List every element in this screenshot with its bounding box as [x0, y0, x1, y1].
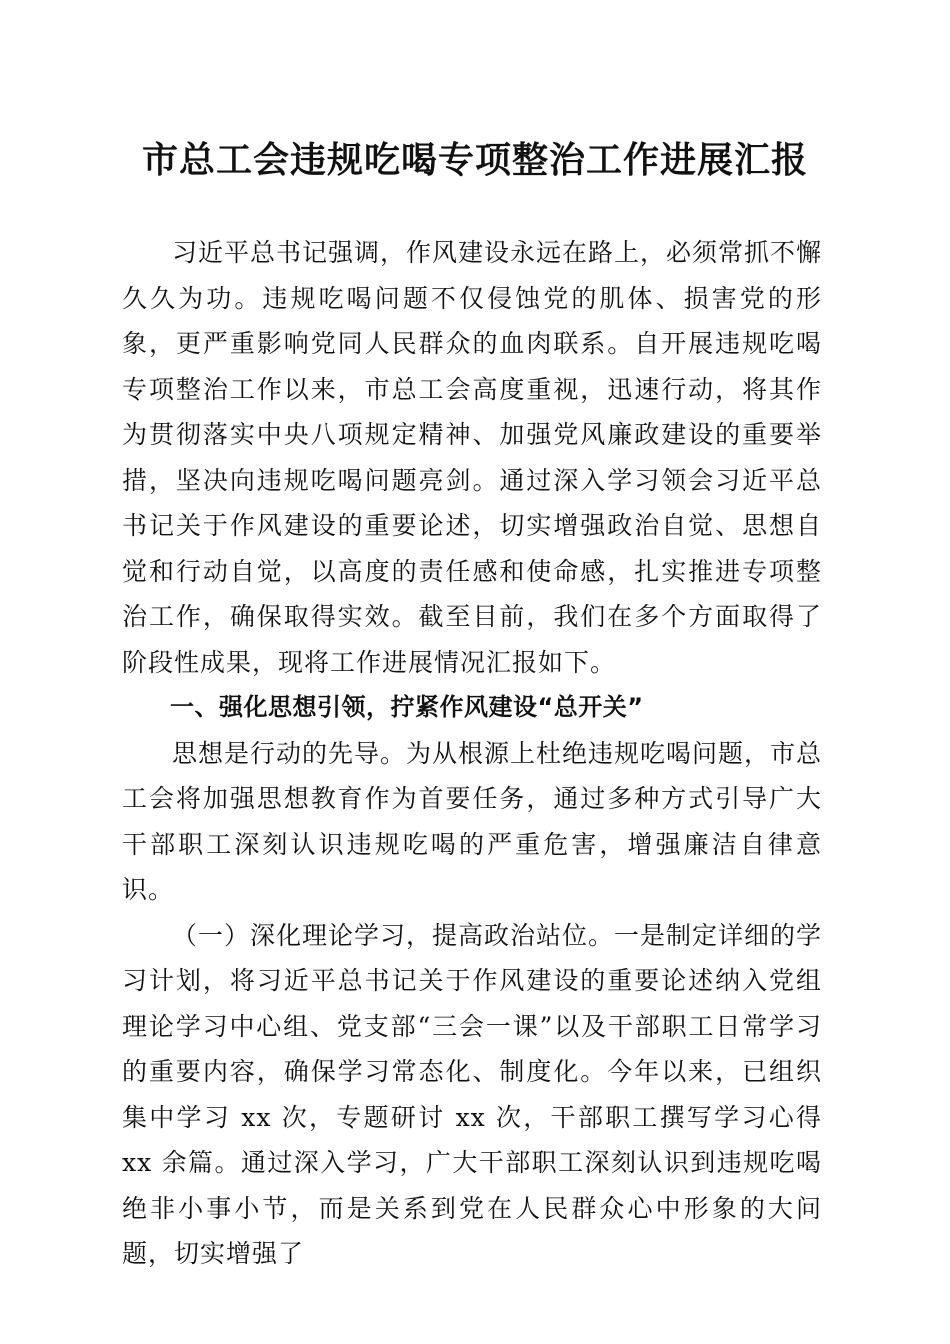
- section-1-paragraph: 思想是行动的先导。为从根源上杜绝违规吃喝问题，市总工会将加强思想教育作为首要任务，通过多种方式引导广大干部职工深刻认识违规吃喝的严重危害，增强廉洁自律意识。: [122, 738, 823, 904]
- subsection-1-paragraph: （一）深化理论学习，提高政治站位。一是制定详细的学习计划，将习近平总书记关于作风建设的重要论述纳入党组理论学习中心组、党支部“三会一课”以及干部职工日常学习的重要内容，确保学习常态化、制度化。今年以来，已组织集中学习 xx 次，专题研讨 xx 次，干部职工撰写学习心得 xx 余篇。通过深入学习，广大干部职工深刻认识到违规吃喝绝非小事小节，而是关系到党在人民群众心中形象的大问题，切实增强了: [122, 920, 823, 1268]
- section-1-heading: 一、强化思想引领，拧紧作风建设“总开关”: [170, 693, 644, 721]
- intro-paragraph: 习近平总书记强调，作风建设永远在路上，必须常抓不懈久久为功。违规吃喝问题不仅侵蚀党的肌体、损害党的形象，更严重影响党同人民群众的血肉联系。自开展违规吃喝专项整治工作以来，市总工会高度重视，迅速行动，将其作为贯彻落实中央八项规定精神、加强党风廉政建设的重要举措，坚决向违规吃喝问题亮剑。通过深入学习领会习近平总书记关于作风建设的重要论述，切实增强政治自觉、思想自觉和行动自觉，以高度的责任感和使命感，扎实推进专项整治工作，确保取得实效。截至目前，我们在多个方面取得了阶段性成果，现将工作进展情况汇报如下。: [122, 238, 823, 677]
- document-title: 市总工会违规吃喝专项整治工作进展汇报: [141, 139, 808, 181]
- document-body: [122, 230, 822, 1277]
